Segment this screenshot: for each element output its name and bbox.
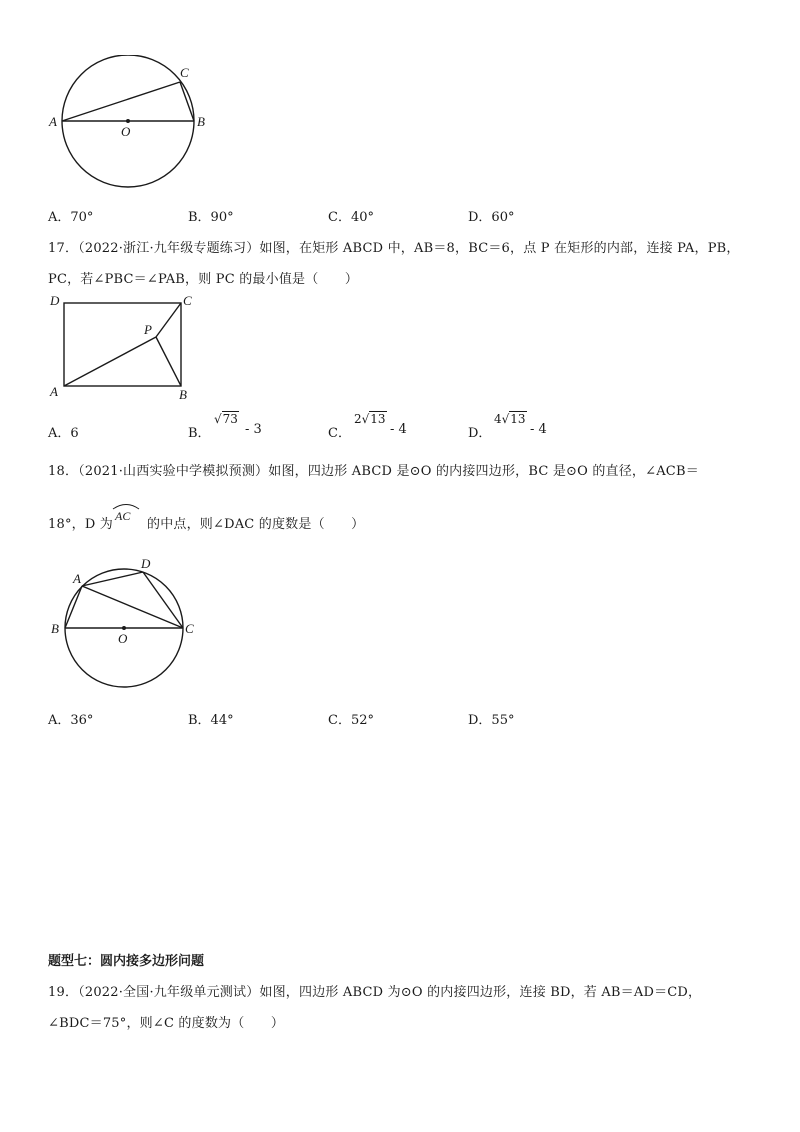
q17-option-b-prefix: B． (188, 426, 211, 441)
label-c: C (183, 293, 192, 308)
q18-text-line1: 18．（2021·山西实验中学模拟预测）如图，四边形 ABCD 是⊙O 的内接四边形，BC 是⊙O 的直径，∠ACB＝ (48, 464, 699, 479)
q16-option-b: B．90° (188, 210, 234, 225)
q17-option-c-radicand: 13 (370, 412, 386, 426)
q17-option-c-radical: 2√13 (354, 412, 386, 426)
q17-option-c-coef: 2 (354, 412, 362, 426)
q17-option-b-radicand: 73 (222, 412, 238, 426)
label-a: A (50, 384, 58, 399)
q18-option-c: C．52° (328, 713, 374, 728)
label-d: D (141, 556, 151, 571)
q17-option-b (188, 422, 211, 441)
label-b: B (51, 621, 59, 636)
label-p: P (144, 322, 152, 337)
label-a: A (73, 571, 81, 586)
q17-text-line1: 17．（2022·浙江·九年级专题练习）如图，在矩形 ABCD 中，AB＝8，BC＝6，点 P 在矩形的内部，连接 PA，PB， (48, 241, 740, 256)
q18-option-d: D．55° (468, 713, 515, 728)
q17-option-d (468, 422, 491, 441)
rectangle-abcd (64, 303, 181, 386)
chord-ab (65, 586, 82, 628)
label-o: O (118, 631, 128, 646)
section-title: 题型七：圆内接多边形问题 (48, 954, 205, 969)
q18-text-line2 (48, 513, 364, 532)
q17-option-c (328, 422, 351, 441)
q17-option-a: A．6 (48, 426, 79, 441)
chord-ac (62, 82, 180, 121)
chord-cb (180, 82, 194, 121)
q17-option-b-suffix: - 3 (245, 422, 262, 437)
q18-text-line2-prefix: 18°，D 为 (48, 517, 113, 532)
label-a: A (49, 114, 57, 129)
segment-pc (156, 303, 181, 337)
q19-text-line1: 19．（2022·全国·九年级单元测试）如图，四边形 ABCD 为⊙O 的内接四边形，连接 BD，若 AB＝AD＝CD， (48, 985, 702, 1000)
q17-option-c-prefix: C． (328, 426, 351, 441)
center-point (126, 119, 130, 123)
q18-option-a: A．36° (48, 713, 94, 728)
q17-option-d-radical: 4√13 (494, 412, 526, 426)
figure-q16-circle (40, 55, 230, 195)
arc-ac-label: AC (115, 509, 131, 523)
figure-q17-rectangle (40, 290, 210, 405)
q17-option-d-radicand: 13 (510, 412, 526, 426)
label-b: B (179, 387, 187, 402)
q17-text-line2: PC，若∠PBC＝∠PAB，则 PC 的最小值是（ ） (48, 272, 359, 287)
label-c: C (185, 621, 194, 636)
q18-text-line2-suffix: 的中点，则∠DAC 的度数是（ ） (147, 517, 365, 532)
q18-option-b: B．44° (188, 713, 234, 728)
figure-q18-circle (40, 555, 210, 695)
q17-option-d-coef: 4 (494, 412, 502, 426)
q16-option-c: C．40° (328, 210, 374, 225)
q16-option-a: A．70° (48, 210, 94, 225)
q17-option-c-suffix: - 4 (390, 422, 407, 437)
label-b: B (197, 114, 205, 129)
q16-option-d: D．60° (468, 210, 515, 225)
q17-option-b-radical: √73 (214, 412, 238, 426)
q17-option-d-suffix: - 4 (530, 422, 547, 437)
center-point (122, 626, 126, 630)
segment-pb (156, 337, 181, 386)
q17-option-d-prefix: D． (468, 426, 492, 441)
segment-pa (64, 337, 156, 386)
label-d: D (50, 293, 60, 308)
label-o: O (121, 124, 131, 139)
arc-ac-notation (110, 500, 142, 524)
label-c: C (180, 65, 189, 80)
q19-text-line2: ∠BDC＝75°，则∠C 的度数为（ ） (48, 1016, 285, 1031)
